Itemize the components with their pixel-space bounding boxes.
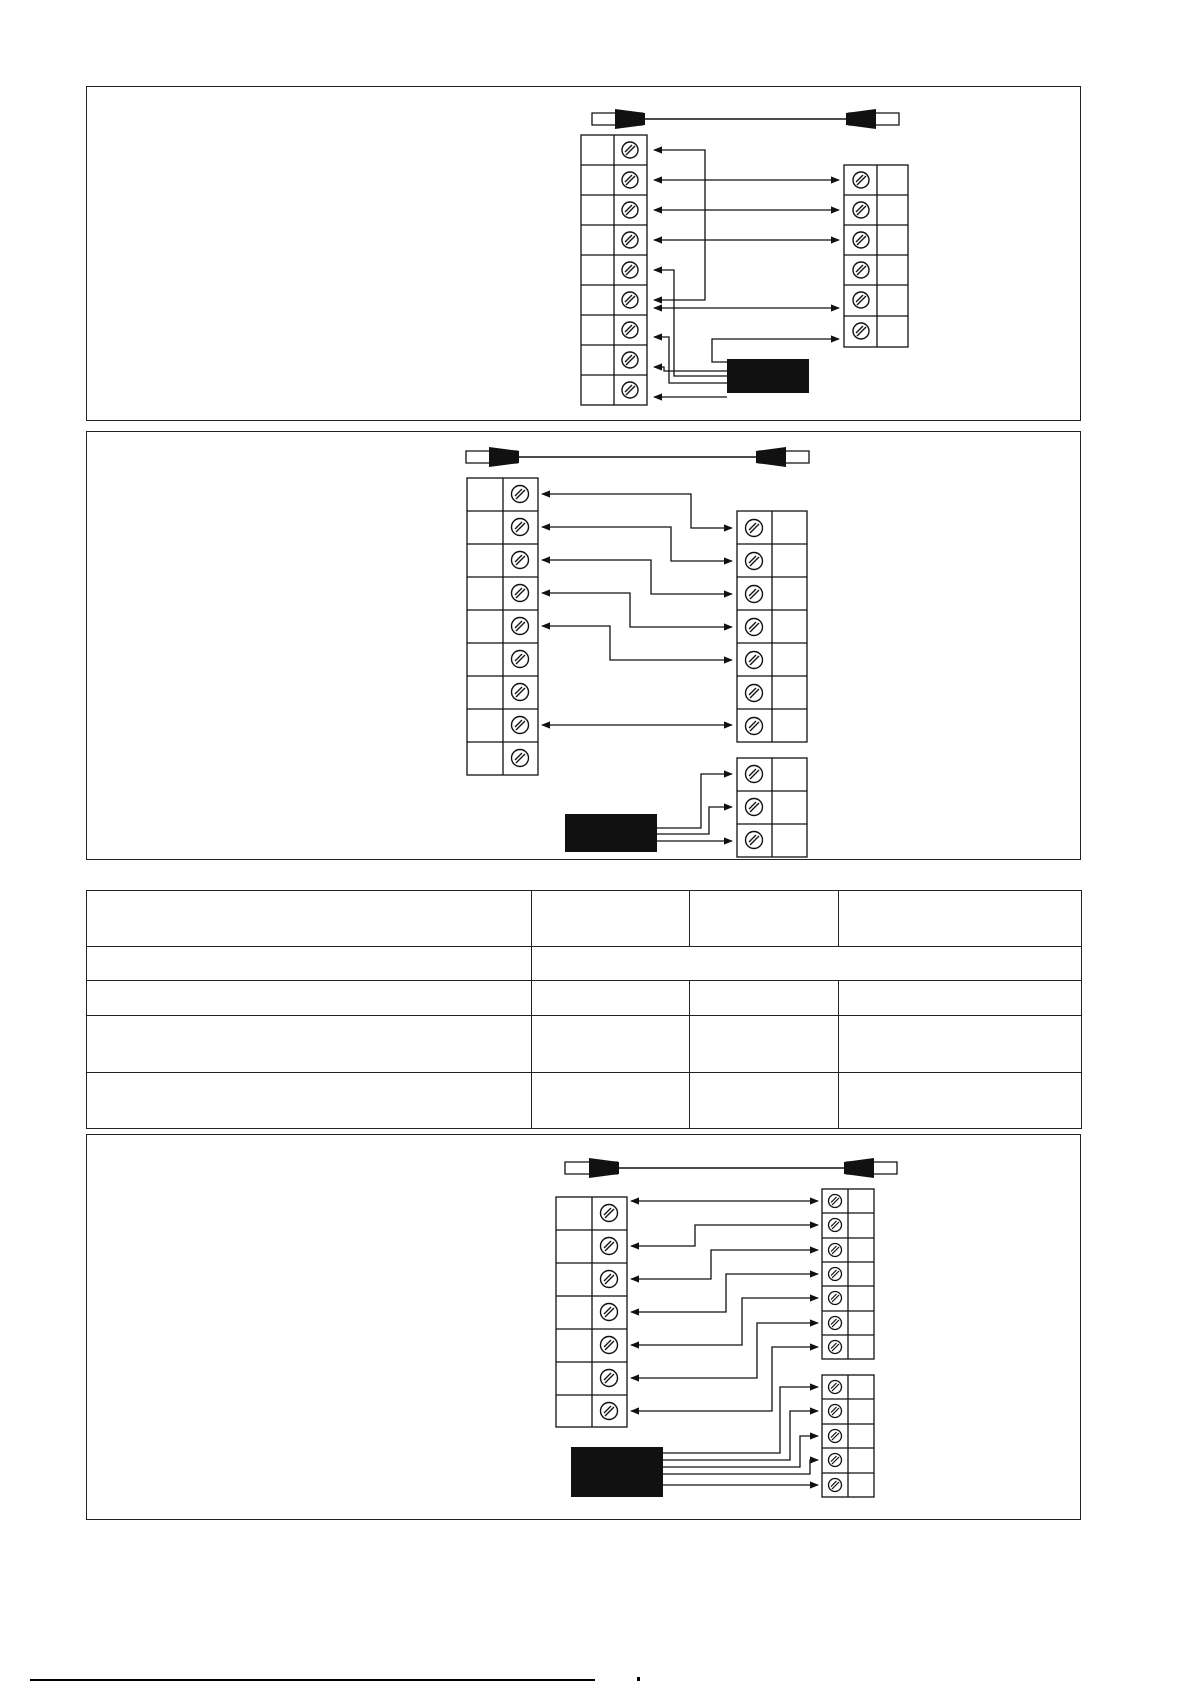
table-row bbox=[87, 891, 1082, 947]
spec-table bbox=[86, 890, 1082, 1129]
wiring-diagram-2 bbox=[86, 431, 1081, 860]
wiring-diagram-2-svg bbox=[87, 432, 1082, 861]
right-terminal-strip-2b bbox=[737, 758, 807, 857]
table-row bbox=[87, 947, 1082, 981]
right-terminal-strip-1 bbox=[844, 165, 908, 347]
table-cell bbox=[532, 981, 690, 1016]
left-terminal-strip-1 bbox=[581, 135, 647, 405]
right-terminal-strip-3a bbox=[822, 1189, 874, 1359]
table-cell bbox=[532, 1073, 690, 1129]
table-cell bbox=[87, 947, 532, 981]
cable-3 bbox=[565, 1158, 897, 1178]
wires-2 bbox=[542, 494, 732, 841]
wiring-diagram-1-svg bbox=[87, 87, 1082, 422]
right-terminal-strip-3b bbox=[822, 1375, 874, 1497]
relay-block-1 bbox=[727, 359, 809, 393]
footer-mark bbox=[637, 1677, 640, 1681]
wiring-diagram-1 bbox=[86, 86, 1081, 421]
right-terminal-strip-2a bbox=[737, 511, 807, 742]
table-cell bbox=[690, 981, 839, 1016]
table-cell bbox=[532, 891, 690, 947]
table-cell bbox=[87, 981, 532, 1016]
table-cell bbox=[87, 1073, 532, 1129]
wiring-diagram-3 bbox=[86, 1134, 1081, 1520]
table-cell bbox=[532, 947, 1082, 981]
table-cell bbox=[690, 1073, 839, 1129]
wiring-diagram-3-svg bbox=[87, 1135, 1082, 1521]
table-cell bbox=[839, 981, 1082, 1016]
footer-rule bbox=[30, 1679, 595, 1681]
wires-3 bbox=[631, 1201, 818, 1485]
cable-2 bbox=[466, 447, 809, 467]
table-row bbox=[87, 981, 1082, 1016]
left-terminal-strip-3 bbox=[556, 1197, 627, 1427]
table-cell bbox=[690, 891, 839, 947]
table-cell bbox=[839, 891, 1082, 947]
table-cell bbox=[87, 891, 532, 947]
relay-block-2 bbox=[565, 814, 657, 852]
table-cell bbox=[690, 1016, 839, 1073]
table-cell bbox=[839, 1016, 1082, 1073]
left-terminal-strip-2 bbox=[467, 478, 538, 775]
table-cell bbox=[87, 1016, 532, 1073]
table-row bbox=[87, 1016, 1082, 1073]
table-row bbox=[87, 1073, 1082, 1129]
table-cell bbox=[532, 1016, 690, 1073]
relay-block-3 bbox=[571, 1447, 663, 1497]
table-cell bbox=[839, 1073, 1082, 1129]
cable-1 bbox=[592, 109, 899, 129]
